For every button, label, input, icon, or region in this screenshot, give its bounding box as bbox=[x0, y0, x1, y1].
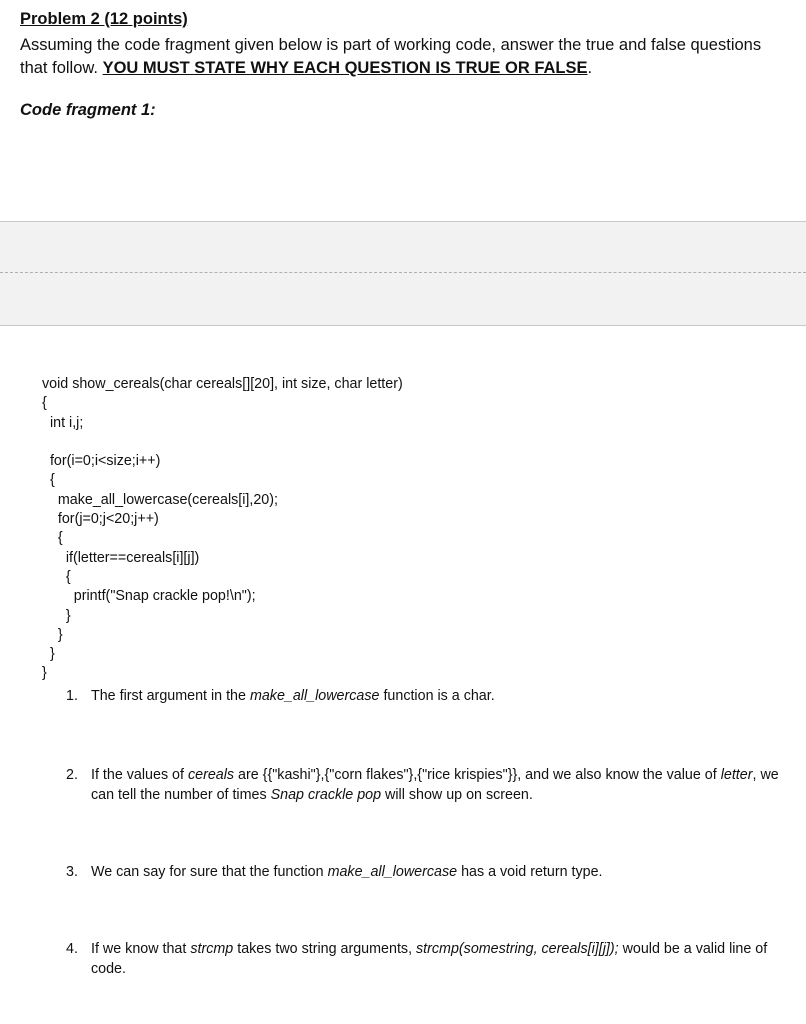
question-italic-term: make_all_lowercase bbox=[327, 864, 458, 880]
problem-heading: Problem 2 (12 points) bbox=[20, 10, 188, 28]
question-text-run: has a void return type. bbox=[457, 864, 603, 880]
code-line: { bbox=[42, 472, 55, 489]
question-italic-term: strcmp(somestring, cereals[i][j]); bbox=[416, 941, 619, 957]
question-text-run: will show up on screen. bbox=[381, 787, 533, 803]
code-block bbox=[42, 375, 403, 684]
question-text-run: function is a char. bbox=[379, 688, 495, 704]
question-number: 4. bbox=[66, 941, 78, 957]
code-line: for(j=0;j<20;j++) bbox=[42, 511, 159, 528]
question-italic-term: make_all_lowercase bbox=[249, 688, 380, 704]
intro-period: . bbox=[587, 59, 593, 77]
question-text bbox=[91, 686, 786, 706]
code-line: { bbox=[42, 530, 63, 547]
question-text-run: If we know that bbox=[91, 941, 191, 957]
question-text bbox=[91, 939, 786, 979]
question-italic-term: letter bbox=[720, 767, 753, 783]
page-break-band bbox=[0, 221, 806, 326]
question-number: 1. bbox=[66, 688, 78, 704]
question-number: 2. bbox=[66, 767, 78, 783]
question-text-run: If the values of bbox=[91, 767, 188, 783]
code-fragment-label: Code fragment 1: bbox=[20, 101, 156, 119]
code-line: } bbox=[42, 607, 71, 624]
intro-emphasis: YOU MUST STATE WHY EACH QUESTION IS TRUE OR FALSE bbox=[102, 59, 588, 77]
problem-intro bbox=[20, 34, 790, 80]
code-line: } bbox=[42, 665, 47, 682]
question-italic-term: strcmp bbox=[190, 941, 234, 957]
question-text bbox=[91, 862, 786, 882]
question-text-run: The first argument in the bbox=[91, 688, 250, 704]
question-italic-term: Snap crackle pop bbox=[270, 787, 382, 803]
question-italic-term: cereals bbox=[187, 767, 235, 783]
code-line: make_all_lowercase(cereals[i],20); bbox=[42, 491, 278, 508]
question-number: 3. bbox=[66, 864, 78, 880]
code-line: } bbox=[42, 646, 55, 663]
question-text-run: , we can tell the number of times bbox=[91, 767, 779, 803]
question-text-run: We can say for sure that the function bbox=[91, 864, 328, 880]
code-line: { bbox=[42, 568, 71, 585]
code-line bbox=[42, 433, 403, 452]
question-text-run: takes two string arguments, bbox=[233, 941, 417, 957]
code-line: void show_cereals(char cereals[][20], int size, char letter) bbox=[42, 376, 403, 392]
question-text bbox=[91, 765, 786, 805]
code-line: { bbox=[42, 395, 47, 412]
code-line: for(i=0;i<size;i++) bbox=[42, 453, 161, 470]
intro-text: Assuming the code fragment given below is part of working code, answer the true and false questions that follow. bbox=[20, 36, 762, 77]
question-text-run: would be a valid line of code. bbox=[91, 941, 768, 977]
code-line: int i,j; bbox=[42, 414, 84, 431]
code-line: } bbox=[42, 626, 63, 643]
code-line: if(letter==cereals[i][j]) bbox=[42, 549, 200, 566]
code-line: printf("Snap crackle pop!\n"); bbox=[42, 588, 256, 605]
question-text-run: are {{"kashi"},{"corn flakes"},{"rice krispies"}}, and we also know the value of bbox=[234, 767, 721, 783]
page-break-line bbox=[0, 272, 806, 273]
